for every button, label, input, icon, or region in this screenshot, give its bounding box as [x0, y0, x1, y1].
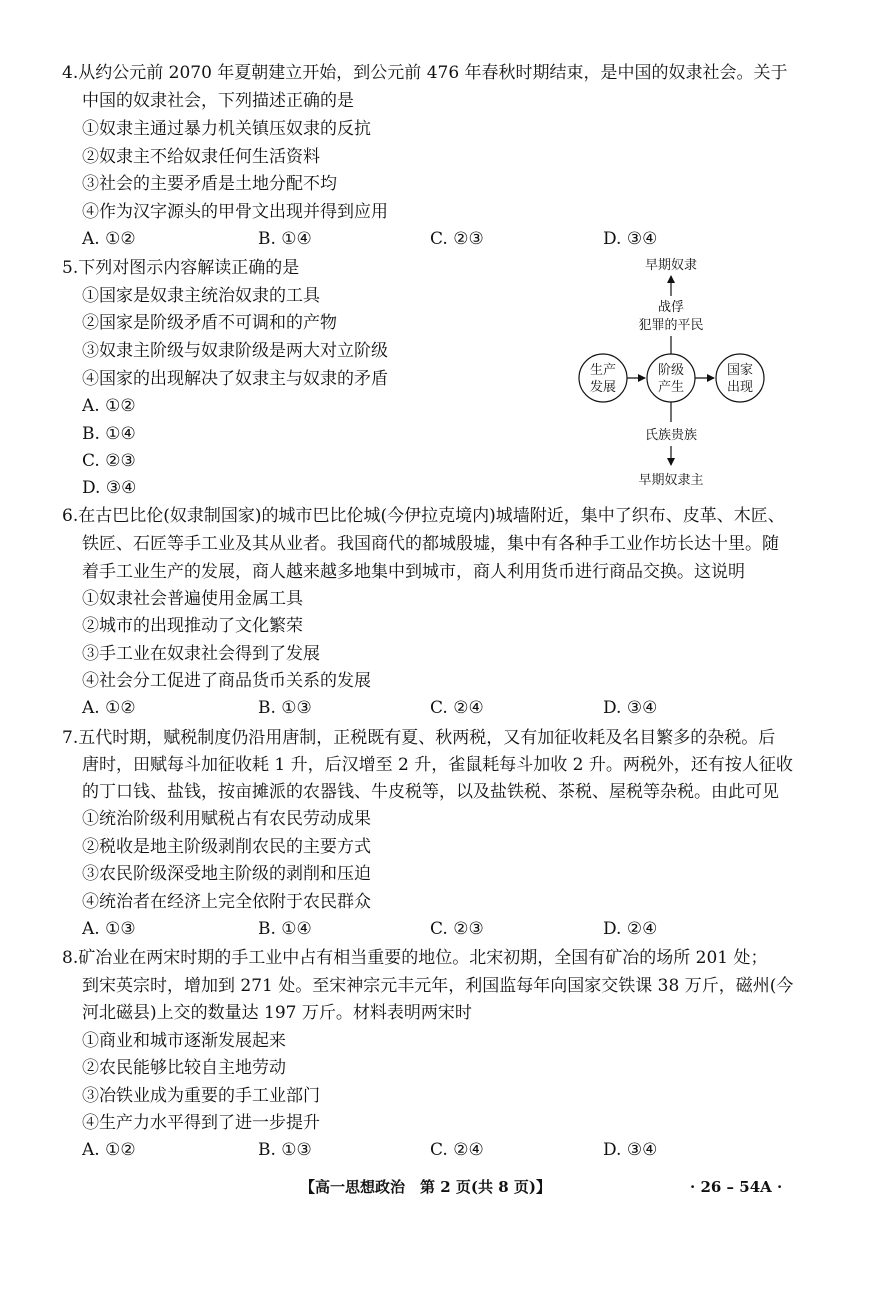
question-6-option-2: ②城市的出现推动了文化繁荣: [82, 616, 303, 636]
question-6-option-1: ①奴隶社会普遍使用金属工具: [82, 589, 303, 609]
diagram-node-state-line-1: 国家: [726, 363, 754, 378]
question-8-choice-b: B. ①③: [258, 1140, 312, 1160]
question-5-stem-line-1: 5.下列对图示内容解读正确的是: [62, 258, 300, 278]
question-7-option-2: ②税收是地主阶级剥削农民的主要方式: [82, 837, 371, 857]
question-5-choice-b: B. ①④: [82, 424, 136, 444]
question-6-choice-d: D. ③④: [603, 698, 658, 718]
question-6-choice-a: A. ①②: [82, 698, 136, 718]
question-4-stem-line-1: 4.从约公元前 2070 年夏朝建立开始，到公元前 476 年春秋时期结束，是中国的奴隶社会。关于: [62, 63, 788, 83]
question-7-option-1: ①统治阶级利用赋税占有农民劳动成果: [82, 809, 371, 829]
question-4-option-3: ③社会的主要矛盾是土地分配不均: [82, 174, 337, 194]
question-8-option-3: ③冶铁业成为重要的手工业部门: [82, 1086, 320, 1106]
question-8-option-1: ①商业和城市逐渐发展起来: [82, 1031, 286, 1051]
question-5-option-1: ①国家是奴隶主统治奴隶的工具: [82, 286, 320, 306]
question-6-stem-line-2: 铁匠、石匠等手工业及其从业者。我国商代的都城殷墟，集中有各种手工业作坊长达十里。随: [82, 534, 779, 554]
question-5-choice-a: A. ①②: [82, 396, 136, 416]
question-4-option-1: ①奴隶主通过暴力机关镇压奴隶的反抗: [82, 119, 371, 139]
question-4-stem-line-2: 中国的奴隶社会，下列描述正确的是: [82, 91, 354, 111]
question-8-choice-a: A. ①②: [82, 1140, 136, 1160]
question-7-choice-d: D. ②④: [603, 919, 658, 939]
footer-exam-code: · 26 – 54A ·: [690, 1178, 783, 1196]
question-6-choice-b: B. ①③: [258, 698, 312, 718]
question-4-choice-b: B. ①④: [258, 229, 312, 249]
question-8-choice-c: C. ②④: [430, 1140, 484, 1160]
question-4-choice-a: A. ①②: [82, 229, 136, 249]
question-7-choice-a: A. ①③: [82, 919, 136, 939]
question-5-option-4: ④国家的出现解决了奴隶主与奴隶的矛盾: [82, 369, 388, 389]
diagram-upper-mid-line-1: 战俘: [657, 300, 685, 315]
question-5-choice-c: C. ②③: [82, 451, 136, 471]
question-6-choice-c: C. ②④: [430, 698, 484, 718]
diagram-lower-mid-label: 氏族贵族: [644, 428, 698, 443]
question-6-option-3: ③手工业在奴隶社会得到了发展: [82, 644, 320, 664]
question-7-stem-line-1: 7.五代时期，赋税制度仍沿用唐制，正税既有夏、秋两税，又有加征收耗及名目繁多的杂税。后: [62, 728, 776, 748]
question-8-stem-line-1: 8.矿冶业在两宋时期的手工业中占有相当重要的地位。北宋初期，全国有矿冶的场所 201 处；: [62, 948, 768, 968]
diagram-node-class-line-1: 阶级: [657, 363, 685, 378]
question-4-option-4: ④作为汉字源头的甲骨文出现并得到应用: [82, 202, 388, 222]
question-8-stem-line-2: 到宋英宗时，增加到 271 处。至宋神宗元丰元年，利国监每年向国家交铁课 38 万斤，磁州(今: [82, 976, 794, 996]
diagram-node-production-line-2: 发展: [589, 380, 617, 395]
diagram-node-state-line-2: 出现: [726, 380, 754, 395]
class-state-diagram: [570, 250, 780, 495]
question-8-choice-d: D. ③④: [603, 1140, 658, 1160]
diagram-node-class-line-2: 产生: [657, 380, 685, 395]
question-5-choice-d: D. ③④: [82, 478, 137, 498]
question-8-option-4: ④生产力水平得到了进一步提升: [82, 1113, 320, 1133]
question-6-option-4: ④社会分工促进了商品货币关系的发展: [82, 671, 371, 691]
question-8-option-2: ②农民能够比较自主地劳动: [82, 1058, 286, 1078]
question-7-choice-b: B. ①④: [258, 919, 312, 939]
question-4-option-2: ②奴隶主不给奴隶任何生活资料: [82, 147, 320, 167]
question-7-option-3: ③农民阶级深受地主阶级的剥削和压迫: [82, 864, 371, 884]
question-6-stem-line-3: 着手工业生产的发展，商人越来越多地集中到城市，商人利用货币进行商品交换。这说明: [82, 562, 745, 582]
question-6-stem-line-1: 6.在古巴比伦(奴隶制国家)的城市巴比伦城(今伊拉克境内)城墙附近，集中了织布、皮革、木匠、: [62, 506, 785, 526]
diagram-upper-mid-line-2: 犯罪的平民: [638, 318, 704, 333]
question-7-choice-c: C. ②③: [430, 919, 484, 939]
question-5-option-3: ③奴隶主阶级与奴隶阶级是两大对立阶级: [82, 341, 388, 361]
question-8-stem-line-3: 河北磁县)上交的数量达 197 万斤。材料表明两宋时: [82, 1003, 472, 1023]
diagram-bottom-label: 早期奴隶主: [638, 473, 704, 488]
question-4-choice-d: D. ③④: [603, 229, 658, 249]
question-5-option-2: ②国家是阶级矛盾不可调和的产物: [82, 313, 337, 333]
question-7-stem-line-2: 唐时，田赋每斗加征收耗 1 升，后汉增至 2 升，雀鼠耗每斗加收 2 升。两税外，还有按人征收: [82, 755, 793, 775]
diagram-top-label: 早期奴隶: [644, 258, 698, 273]
diagram-node-production-line-1: 生产: [589, 363, 617, 378]
question-7-stem-line-3: 的丁口钱、盐钱，按亩摊派的农器钱、牛皮税等，以及盐铁税、茶税、屋税等杂税。由此可见: [82, 782, 779, 802]
footer-page-title: 【高一思想政治 第 2 页(共 8 页)】: [300, 1178, 551, 1196]
question-4-choice-c: C. ②③: [430, 229, 484, 249]
question-7-option-4: ④统治者在经济上完全依附于农民群众: [82, 892, 371, 912]
